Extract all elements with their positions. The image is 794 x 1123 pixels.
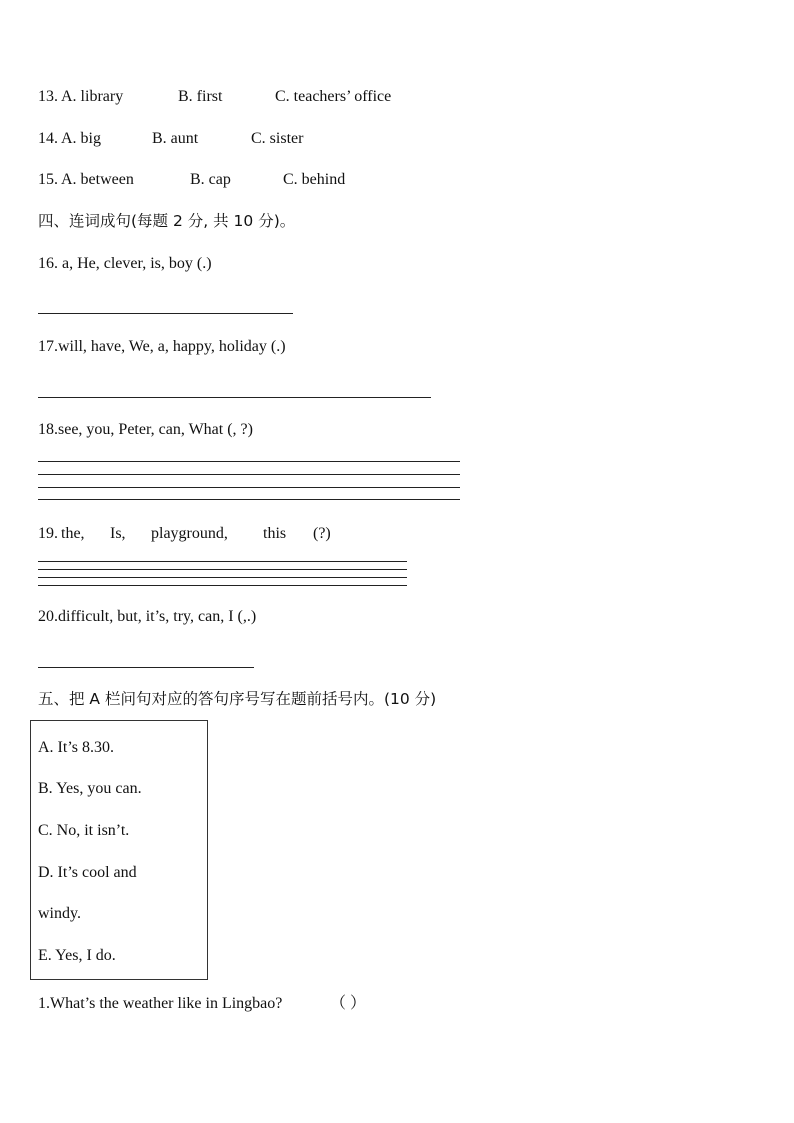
q18-answer-line-2[interactable]: [38, 474, 460, 475]
q13-option-a: A. library: [61, 88, 124, 105]
q15-option-b: B. cap: [190, 171, 231, 188]
answer-box: [30, 720, 208, 980]
q19-answer-line-2[interactable]: [38, 569, 407, 570]
q19-answer-line-4[interactable]: [38, 585, 407, 586]
q18-prompt: 18.see, you, Peter, can, What (, ?): [38, 421, 253, 438]
q19-answer-line-1[interactable]: [38, 561, 407, 562]
q17-prompt: 17.will, have, We, a, happy, holiday (.): [38, 338, 286, 355]
q19-answer-line-3[interactable]: [38, 577, 407, 578]
q15-option-c: C. behind: [283, 171, 346, 188]
q17-answer-line[interactable]: [38, 397, 431, 398]
q19-number: 19.: [38, 525, 58, 542]
q18-answer-line-4[interactable]: [38, 499, 460, 500]
q13-number: 13.: [38, 88, 58, 105]
q19-word-4: this: [263, 525, 287, 542]
q20-answer-line[interactable]: [38, 667, 254, 668]
answer-d-line-2: windy.: [38, 905, 81, 922]
q16-prompt: 16. a, He, clever, is, boy (.): [38, 255, 212, 272]
q13-option-b: B. first: [178, 88, 223, 105]
q15-number: 15.: [38, 171, 58, 188]
q19-word-3: playground,: [151, 525, 228, 542]
q18-answer-line-3[interactable]: [38, 487, 460, 488]
matching-question-1-answer-paren[interactable]: （ ）: [330, 995, 367, 1012]
section-4-heading: 四、连词成句(每题 2 分, 共 10 分)。: [38, 212, 296, 230]
answer-a: A. It’s 8.30.: [38, 739, 114, 756]
q19-word-2: Is,: [110, 525, 126, 542]
answer-c: C. No, it isn’t.: [38, 822, 130, 839]
matching-question-1: 1.What’s the weather like in Lingbao?: [38, 995, 283, 1012]
q14-option-c: C. sister: [251, 130, 304, 147]
answer-d-line-1: D. It’s cool and: [38, 864, 137, 881]
q19-word-5: (?): [313, 525, 331, 542]
q14-option-b: B. aunt: [152, 130, 199, 147]
q13-option-c: C. teachers’ office: [275, 88, 392, 105]
answer-e: E. Yes, I do.: [38, 947, 116, 964]
answer-b: B. Yes, you can.: [38, 780, 142, 797]
q19-word-1: the,: [61, 525, 85, 542]
q18-answer-line-1[interactable]: [38, 461, 460, 462]
q14-number: 14.: [38, 130, 58, 147]
section-5-heading: 五、把 A 栏问句对应的答句序号写在题前括号内。(10 分): [38, 690, 437, 708]
q16-answer-line[interactable]: [38, 313, 293, 314]
q15-option-a: A. between: [61, 171, 134, 188]
q14-option-a: A. big: [61, 130, 101, 147]
q20-prompt: 20.difficult, but, it’s, try, can, I (,.): [38, 608, 257, 625]
